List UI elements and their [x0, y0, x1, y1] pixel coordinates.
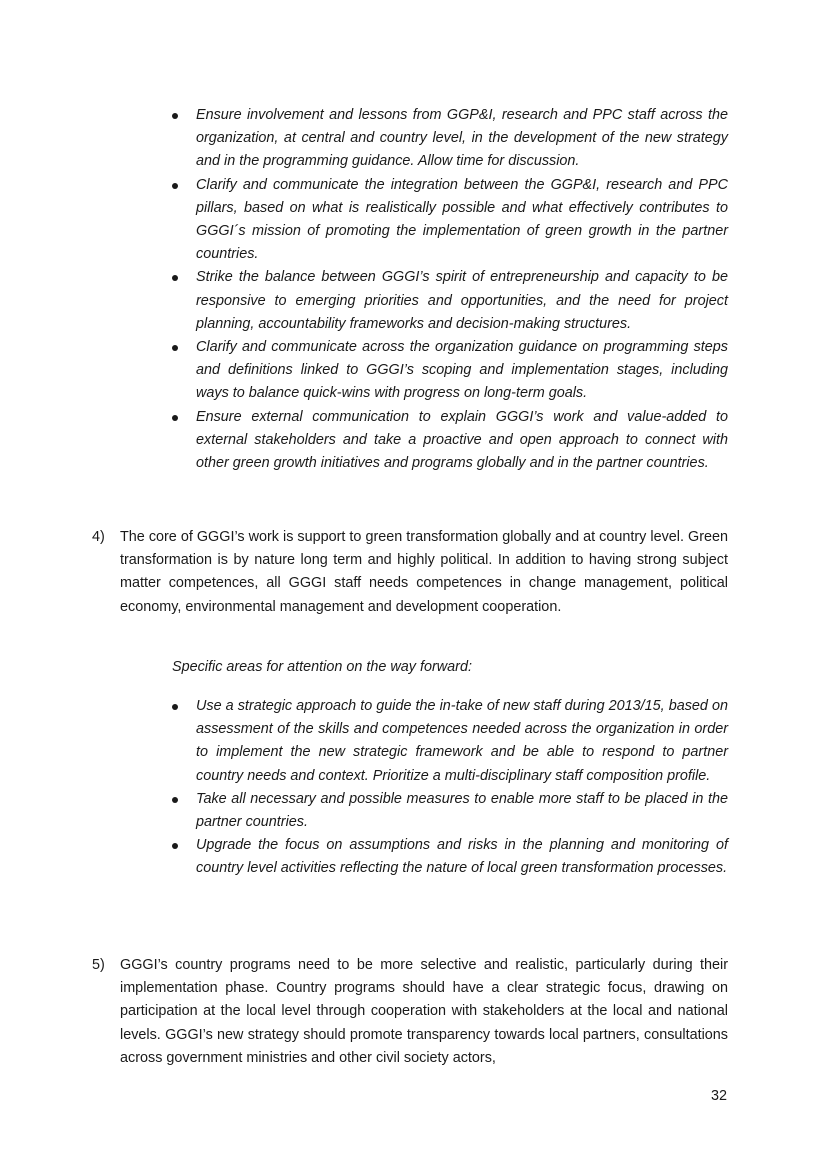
paragraph-text: The core of GGGI’s work is support to green transformation globally and at country level. Green transformation is by nature long term and highly political. In addition to having strong subject matter competences, all GGGI staff needs competences in change management, political economy, environmental management and development cooperation. [120, 529, 728, 615]
list-item: Clarify and communicate the integration between the GGP&I, research and PPC pillars, based on what is realistically possible and what effectively contributes to GGGI´s mission of promoting the implementation of green growth in the partner countries. [168, 174, 728, 267]
list-item: Upgrade the focus on assumptions and risks in the planning and monitoring of country level activities reflecting the nature of local green transformation processes. [168, 834, 728, 880]
list-item: Ensure involvement and lessons from GGP&I, research and PPC staff across the organization, at central and country level, in the development of the new strategy and in the programming guidance. Allow time for discussion. [168, 104, 728, 174]
list-item: Ensure external communication to explain GGGI’s work and value-added to external stakeholders and take a proactive and open approach to connect with other green growth initiatives and programs globally and in the partner countries. [168, 406, 728, 476]
paragraph-number: 4) [92, 529, 105, 545]
list-item: Strike the balance between GGGI’s spirit of entrepreneurship and capacity to be responsive to emerging priorities and opportunities, and the need for project planning, accountability frameworks and decision-making structures. [168, 266, 728, 336]
bullet-icon [172, 704, 178, 710]
page-number: 32 [710, 1088, 727, 1104]
bullet-icon [172, 113, 178, 119]
paragraph-5 [92, 954, 728, 1070]
bullet-list-top [168, 104, 728, 475]
bullet-icon [172, 843, 178, 849]
list-item: Take all necessary and possible measures to enable more staff to be placed in the partner countries. [168, 788, 728, 834]
bullet-icon [172, 345, 178, 351]
paragraph-text: GGGI’s country programs need to be more selective and realistic, particularly during their implementation phase. Country programs should have a clear strategic focus, drawing on participation at the local level through cooperation with stakeholders at the local and national levels. GGGI’s new strategy should promote transparency towards local partners, consultations across government ministries and other civil society actors, [120, 957, 728, 1066]
paragraph-number: 5) [92, 957, 105, 973]
bullet-icon [172, 183, 178, 189]
list-item: Clarify and communicate across the organization guidance on programming steps and definitions linked to GGGI’s scoping and implementation stages, including ways to balance quick-wins with progress on long-term goals. [168, 336, 728, 406]
bullet-icon [172, 275, 178, 281]
paragraph-4 [92, 526, 728, 619]
section-subheading: Specific areas for attention on the way forward: [172, 659, 472, 675]
bullet-list-bottom [168, 695, 728, 881]
bullet-icon [172, 415, 178, 421]
list-item: Use a strategic approach to guide the in-take of new staff during 2013/15, based on assessment of the skills and competences needed across the organization in order to implement the new strategic framework and be able to respond to partner country needs and context. Prioritize a multi-disciplinary staff composition profile. [168, 695, 728, 788]
bullet-icon [172, 797, 178, 803]
